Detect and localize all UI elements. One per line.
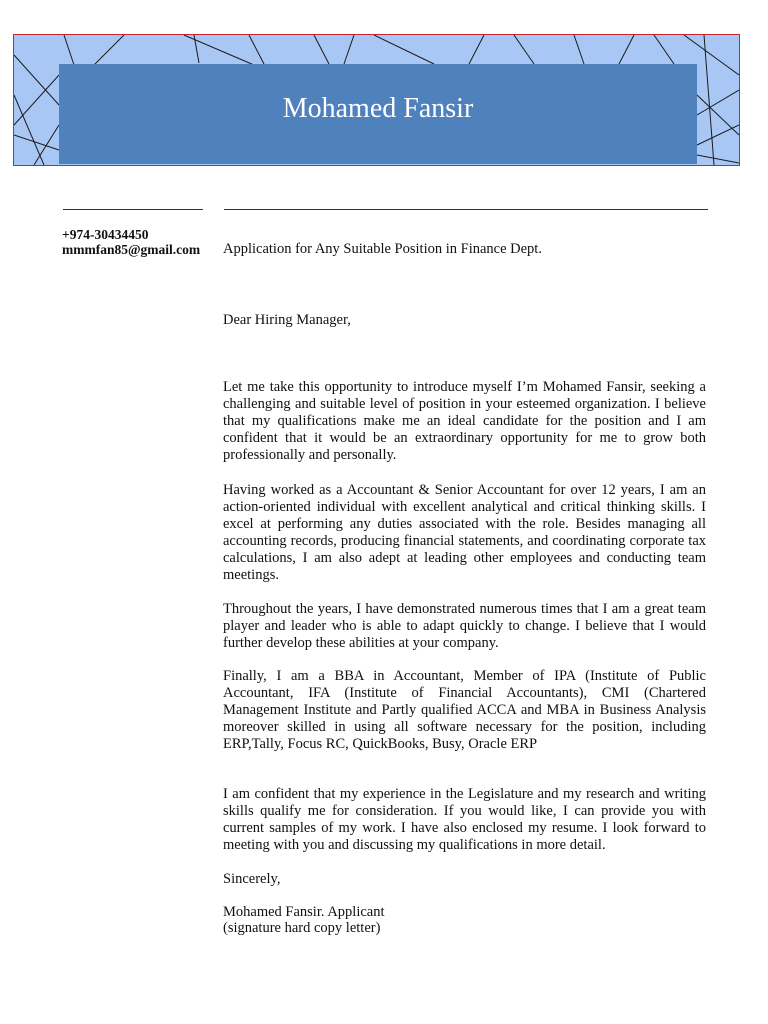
- contact-block: [62, 227, 200, 257]
- letter-paragraph-2: [223, 482, 706, 584]
- paragraph-text: I am confident that my experience in the Legislature and my research and writing skills qualify me for consideration. If you would like, I can provide you with current samples of my work. I have also enclosed my resume. I look forward to meeting with you and discussing my qualifications in more detail.: [223, 786, 706, 853]
- letter-paragraph-5: [223, 786, 706, 854]
- letter-salutation: Dear Hiring Manager,: [223, 312, 351, 328]
- phone-number: +974-30434450: [62, 227, 149, 242]
- letter-subject: Application for Any Suitable Position in Finance Dept.: [223, 241, 542, 257]
- applicant-name: Mohamed Fansir: [282, 93, 474, 124]
- paragraph-text: Finally, I am a BBA in Accountant, Member of IPA (Institute of Public Accountant, IFA (Institute of Financial Accountants), CMI (Chartered Management Institute and Partly qualified ACCA and MBA in Business Analysis moreover skilled in using all software necessary for the position, including ERP,Tally, Focus RC, QuickBooks, Busy, Oracle ERP: [223, 668, 706, 752]
- letter-paragraph-3: [223, 601, 706, 652]
- letter-paragraph-4: [223, 668, 706, 753]
- email-address: mmmfan85@gmail.com: [62, 242, 201, 257]
- signature-note: (signature hard copy letter): [223, 920, 381, 936]
- letter-paragraph-1: [223, 379, 706, 464]
- letter-divider: [224, 209, 708, 210]
- header-banner: [13, 34, 740, 166]
- letter-closing: Sincerely,: [223, 871, 281, 887]
- paragraph-text: Let me take this opportunity to introduce myself I’m Mohamed Fansir, seeking a challenging and suitable level of position in your esteemed organization. I believe that my qualifications make me an ideal candidate for the position and I am confident that it would be an extraordinary opportunity for me to grow both professionally and personally.: [223, 379, 706, 463]
- paragraph-text: Throughout the years, I have demonstrated numerous times that I am a great team player and leader who is able to adapt quickly to change. I believe that I would further develop these abilities at your company.: [223, 601, 706, 651]
- name-box: [59, 64, 697, 164]
- contact-divider: [63, 209, 203, 210]
- paragraph-text: Having worked as a Accountant & Senior Accountant for over 12 years, I am an action-oriented individual with excellent analytical and critical thinking skills. I excel at performing any duties associated with the role. Besides managing all accounting records, producing financial statements, and coordinating corporate tax calculations, I am also adept at leading other employees and conducting team meetings.: [223, 482, 706, 583]
- signature-name: Mohamed Fansir. Applicant: [223, 904, 385, 920]
